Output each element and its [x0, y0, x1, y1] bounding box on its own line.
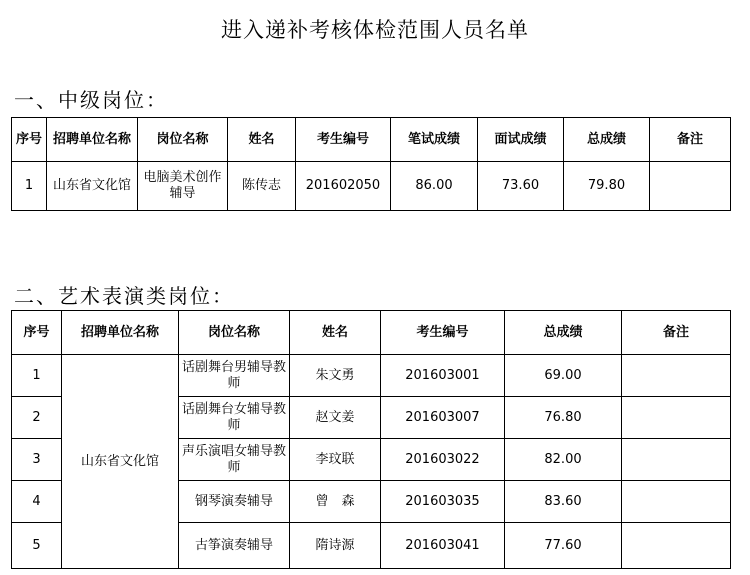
note-cell [622, 355, 731, 397]
row-number: 4 [12, 481, 62, 523]
post-cell: 钢琴演奏辅导 [179, 481, 290, 523]
total-score-cell: 77.60 [505, 523, 622, 569]
written-score-cell: 86.00 [391, 162, 478, 211]
header-cell: 备注 [650, 118, 731, 162]
header-cell: 招聘单位名称 [47, 118, 138, 162]
art-performance-post-table [11, 310, 731, 569]
section-heading-art-performance: 二、艺术表演类岗位： [14, 284, 234, 308]
row-number: 2 [12, 397, 62, 439]
note-cell [650, 162, 731, 211]
table-header-row [12, 118, 731, 162]
header-cell: 考生编号 [296, 118, 391, 162]
header-cell: 总成绩 [505, 311, 622, 355]
name-cell: 赵文姜 [290, 397, 381, 439]
header-cell: 总成绩 [564, 118, 650, 162]
interview-score-cell: 73.60 [478, 162, 564, 211]
name-cell: 隋诗源 [290, 523, 381, 569]
exam-id-cell: 201603007 [381, 397, 505, 439]
header-cell: 岗位名称 [179, 311, 290, 355]
intermediate-post-table [11, 117, 731, 211]
exam-id-cell: 201602050 [296, 162, 391, 211]
post-cell: 古筝演奏辅导 [179, 523, 290, 569]
note-cell [622, 481, 731, 523]
total-score-cell: 83.60 [505, 481, 622, 523]
row-number: 1 [12, 355, 62, 397]
row-number: 5 [12, 523, 62, 569]
document-title: 进入递补考核体检范围人员名单 [221, 18, 529, 42]
table-row [12, 355, 731, 397]
total-score-cell: 82.00 [505, 439, 622, 481]
exam-id-cell: 201603041 [381, 523, 505, 569]
note-cell [622, 397, 731, 439]
exam-id-cell: 201603035 [381, 481, 505, 523]
header-cell: 姓名 [228, 118, 296, 162]
post-cell: 话剧舞台女辅导教师 [179, 397, 290, 439]
table-header-row [12, 311, 731, 355]
total-score-cell: 76.80 [505, 397, 622, 439]
header-cell: 面试成绩 [478, 118, 564, 162]
name-cell: 曾 森 [290, 481, 381, 523]
header-cell: 姓名 [290, 311, 381, 355]
exam-id-cell: 201603001 [381, 355, 505, 397]
total-score-cell: 69.00 [505, 355, 622, 397]
header-cell: 序号 [12, 118, 47, 162]
note-cell [622, 523, 731, 569]
exam-id-cell: 201603022 [381, 439, 505, 481]
section-heading-intermediate: 一、中级岗位： [14, 88, 168, 112]
name-cell: 朱文勇 [290, 355, 381, 397]
header-cell: 序号 [12, 311, 62, 355]
post-cell: 话剧舞台男辅导教师 [179, 355, 290, 397]
header-cell: 笔试成绩 [391, 118, 478, 162]
header-cell: 备注 [622, 311, 731, 355]
name-cell: 陈传志 [228, 162, 296, 211]
row-number: 3 [12, 439, 62, 481]
unit-cell: 山东省文化馆 [62, 355, 179, 569]
table-row [12, 162, 731, 211]
header-cell: 岗位名称 [138, 118, 228, 162]
total-score-cell: 79.80 [564, 162, 650, 211]
post-cell: 声乐演唱女辅导教师 [179, 439, 290, 481]
unit-cell: 山东省文化馆 [47, 162, 138, 211]
header-cell: 考生编号 [381, 311, 505, 355]
row-number: 1 [12, 162, 47, 211]
post-cell: 电脑美术创作辅导 [138, 162, 228, 211]
header-cell: 招聘单位名称 [62, 311, 179, 355]
note-cell [622, 439, 731, 481]
name-cell: 李玟联 [290, 439, 381, 481]
